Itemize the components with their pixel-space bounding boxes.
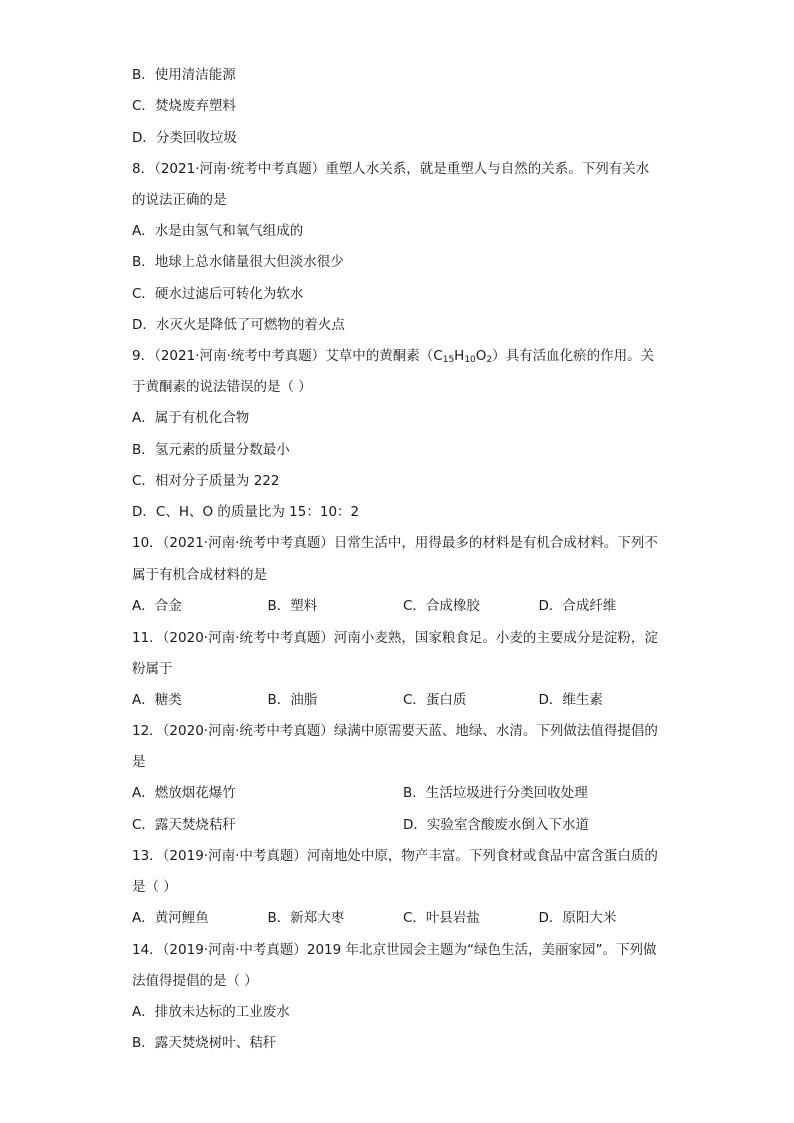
- q13-stem-line1: 13．（2019·河南·中考真题）河南地处中原，物产丰富。下列食材或食品中富含蛋白质的: [132, 848, 658, 864]
- q12-stem-line2: 是: [132, 754, 146, 770]
- q11-option-d: D．维生素: [538, 692, 603, 708]
- q11-option-a: A．糖类: [132, 692, 182, 708]
- q8-option-d: D．水灭火是降低了可燃物的着火点: [132, 317, 345, 333]
- q13-option-c: C．叶县岩盐: [403, 910, 480, 926]
- q8-stem-line2: 的说法正确的是: [132, 192, 227, 208]
- q9-option-a: A．属于有机化合物: [132, 410, 250, 426]
- q11-stem-line1: 11．（2020·河南·统考中考真题）河南小麦熟，国家粮食足。小麦的主要成分是淀粉，淀: [132, 630, 658, 646]
- q11-option-b: B．油脂: [267, 692, 318, 708]
- q13-option-d: D．原阳大米: [538, 910, 617, 926]
- q12-option-d: D．实验室含酸废水倒入下水道: [403, 817, 589, 833]
- q11-stem-line2: 粉属于: [132, 661, 173, 677]
- q9-stem-part-b: H: [454, 348, 465, 364]
- q10-option-c: C．合成橡胶: [403, 598, 480, 614]
- q8-stem-line1: 8．（2021·河南·统考中考真题）重塑人水关系，就是重塑人与自然的关系。下列有关水: [132, 161, 650, 177]
- q10-option-b: B．塑料: [267, 598, 318, 614]
- q13-option-b: B．新郑大枣: [267, 910, 345, 926]
- q8-option-a: A．水是由氢气和氧气组成的: [132, 223, 304, 239]
- q10-option-d: D．合成纤维: [538, 598, 617, 614]
- q14-option-a: A．排放未达标的工业废水: [132, 1004, 290, 1020]
- q12-stem-line1: 12．（2020·河南·统考中考真题）绿满中原需要天蓝、地绿、水清。下列做法值得提倡的: [132, 723, 658, 739]
- q12-options-row2: [132, 815, 674, 835]
- q12-option-b: B．生活垃圾进行分类回收处理: [403, 785, 588, 801]
- q9-option-b: B．氢元素的质量分数最小: [132, 442, 290, 458]
- q14-stem-line2: 法值得提倡的是（ ）: [132, 973, 258, 989]
- q10-options-row: [132, 596, 674, 616]
- formula-sub-c: 15: [442, 355, 455, 365]
- q9-stem-part-c: O: [475, 348, 487, 364]
- q13-options-row: [132, 908, 674, 928]
- q7-option-c: C．焚烧废弃塑料: [132, 98, 236, 114]
- q10-option-a: A．合金: [132, 598, 182, 614]
- q9-stem-line1: [132, 346, 674, 366]
- q13-stem-line2: 是（ ）: [132, 879, 177, 895]
- q11-options-row: [132, 690, 674, 710]
- q9-stem-line2: 于黄酮素的说法错误的是（ ）: [132, 379, 312, 395]
- q8-option-b: B．地球上总水储量很大但淡水很少: [132, 254, 344, 270]
- q12-option-c: C．露天焚烧秸秆: [132, 817, 236, 833]
- q12-options-row1: [132, 783, 674, 803]
- q9-option-d: D．C、H、O 的质量比为 15：10：2: [132, 504, 360, 520]
- formula-sub-h: 10: [464, 355, 476, 365]
- q13-option-a: A．黄河鲤鱼: [132, 910, 209, 926]
- q14-option-b: B．露天焚烧树叶、秸秆: [132, 1035, 277, 1051]
- q10-stem-line2: 属于有机合成材料的是: [132, 567, 267, 583]
- formula-sub-o: 2: [486, 355, 493, 365]
- q11-option-c: C．蛋白质: [403, 692, 467, 708]
- q8-option-c: C．硬水过滤后可转化为软水: [132, 286, 304, 302]
- q10-stem-line1: 10．（2021·河南·统考中考真题）日常生活中，用得最多的材料是有机合成材料。下列不: [132, 535, 658, 551]
- q9-option-c: C．相对分子质量为 222: [132, 473, 280, 489]
- q9-stem-part-a: 9．（2021·河南·统考中考真题）艾草中的黄酮素（C: [132, 348, 443, 364]
- q7-option-b: B．使用清洁能源: [132, 67, 236, 83]
- q7-option-d: D．分类回收垃圾: [132, 130, 237, 146]
- q14-stem-line1: 14．（2019·河南·中考真题）2019 年北京世园会主题为“绿色生活，美丽家园”。下列做: [132, 942, 657, 958]
- q12-option-a: A．燃放烟花爆竹: [132, 785, 236, 801]
- q9-stem-part-d: ）具有活血化瘀的作用。关: [492, 348, 655, 364]
